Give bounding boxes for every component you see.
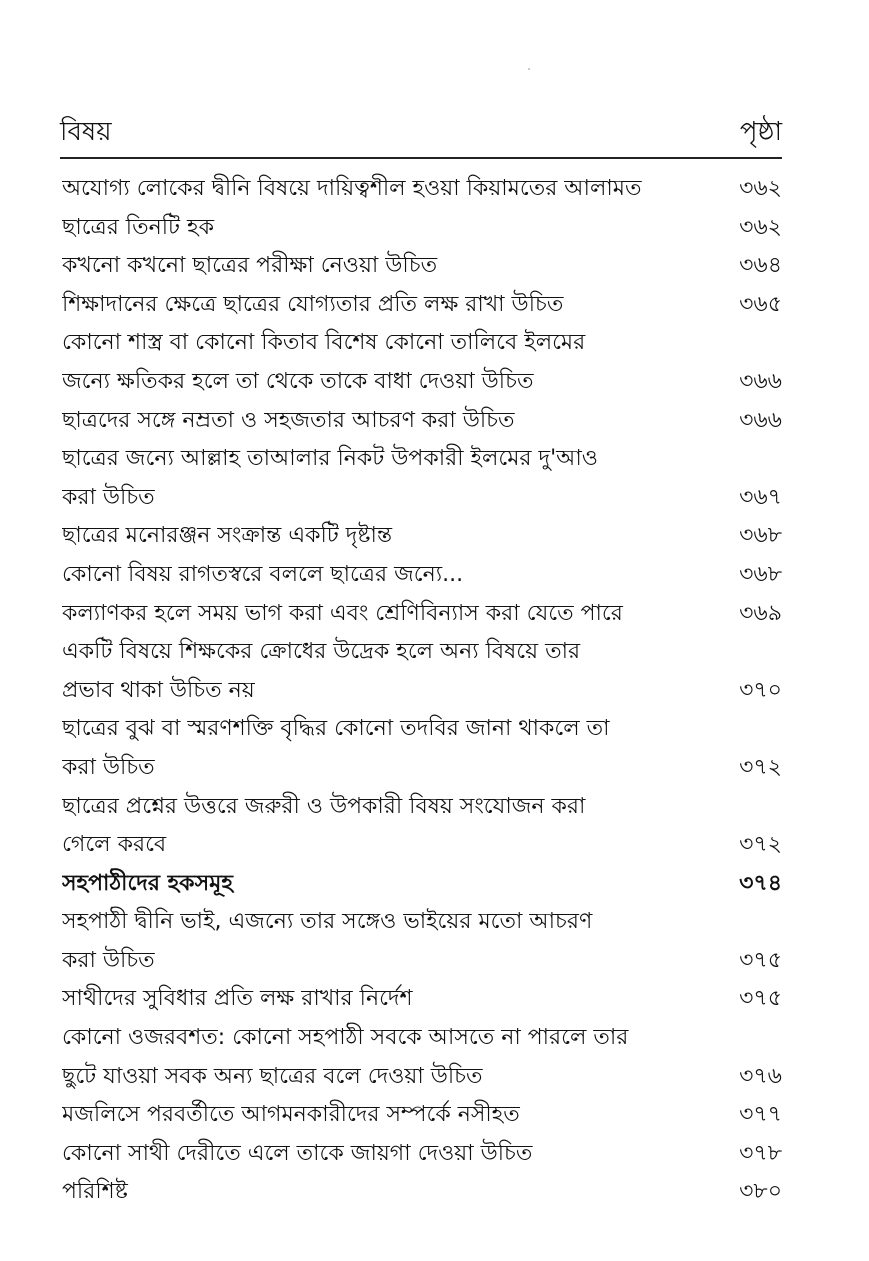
toc-entry-title: মজলিসে পরবর্তীতে আগমনকারীদের সম্পর্কে নসীহত [62, 1102, 520, 1128]
toc-entry [62, 1135, 782, 1174]
toc-entry-page-number: ৩৬৯ [739, 600, 782, 626]
toc-entry [62, 517, 782, 556]
toc-entry-page-number: ৩৭৫ [739, 947, 782, 973]
toc-entry-title: প্রভাব থাকা উচিত নয় [62, 677, 255, 703]
toc-entry [62, 363, 782, 402]
toc-entry-title: সহপাঠী দ্বীনি ভাই, এজন্যে তার সঙ্গেও ভাইয়ের মতো আচরণ [62, 909, 593, 935]
toc-entry [62, 788, 782, 827]
toc-entry-title: করা উচিত [62, 754, 155, 780]
toc-entry-title: গেলে করবে [62, 832, 167, 858]
toc-entry-title: ছাত্রের বুঝ বা স্মরণশক্তি বৃদ্ধির কোনো তদবির জানা থাকলে তা [62, 716, 610, 742]
toc-entry-page-number: ৩৬২ [739, 214, 782, 240]
toc-entry-page-number: ৩৭৫ [739, 986, 782, 1012]
toc-section-heading [62, 865, 782, 904]
toc-entry [62, 479, 782, 518]
toc-entry [62, 672, 782, 711]
toc-entry [62, 440, 782, 479]
toc-entry-title: কখনো কখনো ছাত্রের পরীক্ষা নেওয়া উচিত [62, 253, 438, 279]
toc-entry [62, 710, 782, 749]
toc-entry [62, 1096, 782, 1135]
toc-entry-title: ছাত্রদের সঙ্গে নম্রতা ও সহজতার আচরণ করা উচিত [62, 407, 515, 433]
toc-entry-title: কোনো সাথী দেরীতে এলে তাকে জায়গা দেওয়া উচিত [62, 1140, 533, 1166]
page-column-heading: পৃষ্ঠা [739, 117, 782, 147]
toc-entry-page-number: ৩৮০ [739, 1179, 782, 1205]
toc-entry-page-number: ৩৭৭ [739, 1102, 782, 1128]
toc-entry-page-number: ৩৬৬ [739, 407, 782, 433]
toc-entry-page-number: ৩৭৪ [739, 870, 782, 896]
toc-entry-title: সাথীদের সুবিধার প্রতি লক্ষ রাখার নির্দেশ [62, 986, 413, 1012]
toc-entry [62, 324, 782, 363]
toc-entry-page-number: ৩৬৬ [739, 368, 782, 394]
toc-entry-title: ছুটে যাওয়া সবক অন্য ছাত্রের বলে দেওয়া উচিত [62, 1063, 483, 1089]
toc-entry [62, 286, 782, 325]
toc-entry-page-number: ৩৬৫ [739, 291, 782, 317]
toc-entry-title: ছাত্রের মনোরঞ্জন সংক্রান্ত একটি দৃষ্টান্ত [62, 523, 393, 549]
toc-entry [62, 170, 782, 209]
toc-entry-title: ছাত্রের প্রশ্নের উত্তরে জরুরী ও উপকারী বিষয় সংযোজন করা [62, 793, 586, 819]
toc-entry-page-number: ৩৭২ [739, 832, 782, 858]
toc-entry [62, 1058, 782, 1097]
toc-entry-title: ছাত্রের তিনটি হক [62, 214, 214, 240]
toc-entry-title: কল্যাণকর হলে সময় ভাগ করা এবং শ্রেণিবিন্যাস করা যেতে পারে [62, 600, 623, 626]
toc-entry-page-number: ৩৬৮ [739, 561, 782, 587]
toc-entry-page-number: ৩৭২ [739, 754, 782, 780]
toc-entry-title: একটি বিষয়ে শিক্ষকের ক্রোধের উদ্রেক হলে অন্য বিষয়ে তার [62, 639, 581, 665]
toc-entry-page-number: ৩৬২ [739, 176, 782, 201]
toc-entry [62, 247, 782, 286]
toc-entry [62, 402, 782, 441]
toc-entry-page-number: ৩৭৮ [739, 1140, 782, 1166]
toc-entry [62, 556, 782, 595]
table-of-contents [62, 170, 782, 1212]
toc-entry-page-number: ৩৭৬ [739, 1063, 782, 1089]
toc-entry [62, 1019, 782, 1058]
toc-entry [62, 749, 782, 788]
toc-entry-title: কোনো ওজরবশত: কোনো সহপাঠী সবকে আসতে না পারলে তার [62, 1025, 629, 1051]
toc-entry-title: ছাত্রের জন্যে আল্লাহ তাআলার নিকট উপকারী ইলমের দু'আও [62, 446, 598, 472]
toc-entry-title: কোনো বিষয় রাগতস্বরে বললে ছাত্রের জন্যে... [62, 561, 464, 587]
toc-header [60, 112, 782, 158]
toc-entry [62, 1173, 782, 1212]
toc-entry-title: কোনো শাস্ত্র বা কোনো কিতাব বিশেষ কোনো তালিবে ইলমের [62, 330, 586, 356]
toc-entry [62, 595, 782, 634]
toc-entry [62, 942, 782, 981]
toc-entry-title: পরিশিষ্ট [62, 1179, 128, 1205]
paper-speck [528, 68, 530, 70]
toc-entry-title: অযোগ্য লোকের দ্বীনি বিষয়ে দায়িত্বশীল হওয়া কিয়ামতের আলামত [62, 176, 642, 201]
toc-entry [62, 903, 782, 942]
subject-column-heading: বিষয় [60, 117, 112, 147]
toc-entry-page-number: ৩৬৪ [739, 253, 782, 279]
toc-entry [62, 633, 782, 672]
toc-entry [62, 209, 782, 248]
toc-entry-page-number: ৩৬৮ [739, 523, 782, 549]
toc-entry-title: শিক্ষাদানের ক্ষেত্রে ছাত্রের যোগ্যতার প্রতি লক্ষ রাখা উচিত [62, 291, 564, 317]
header-divider [60, 157, 782, 159]
toc-entry-title: জন্যে ক্ষতিকর হলে তা থেকে তাকে বাধা দেওয়া উচিত [62, 368, 534, 394]
toc-entry-page-number: ৩৬৭ [739, 484, 782, 510]
toc-entry-page-number: ৩৭০ [739, 677, 782, 703]
toc-entry-title: করা উচিত [62, 484, 155, 510]
toc-entry [62, 826, 782, 865]
toc-entry [62, 980, 782, 1019]
toc-entry-title: করা উচিত [62, 947, 155, 973]
toc-entry-title: সহপাঠীদের হকসমূহ [62, 870, 233, 896]
